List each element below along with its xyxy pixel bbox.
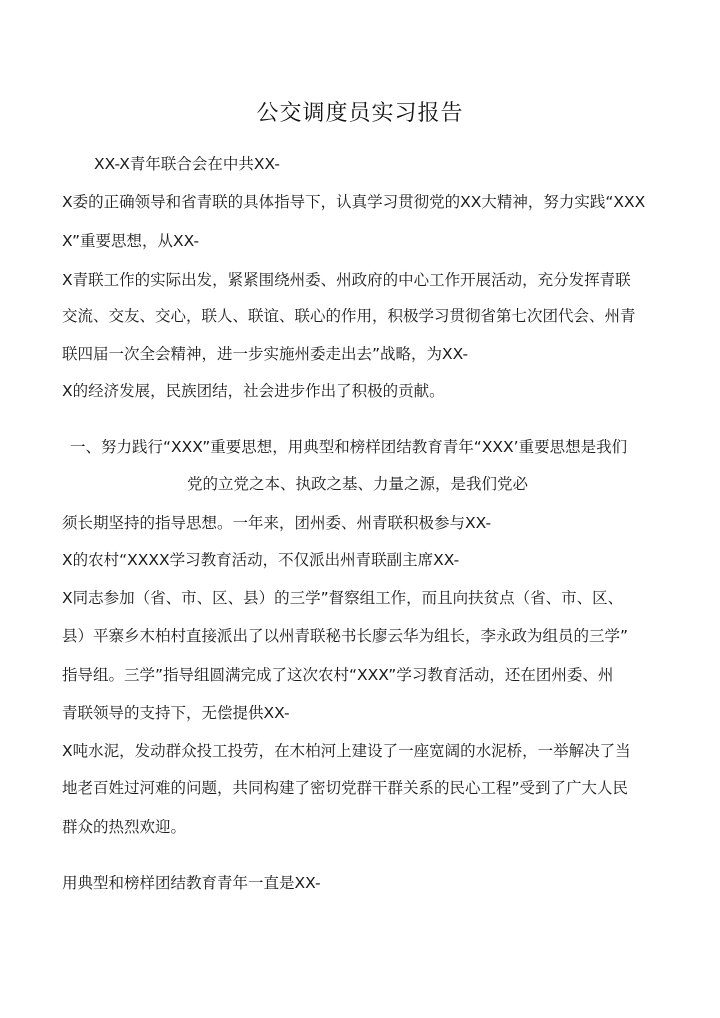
paragraph-line: 须长期坚持的指导思想。一年来，团州委、州青联积极参与XX-	[62, 514, 492, 532]
paragraph-line: X同志参加（省、市、区、县）的三学”督察组工作，而且向扶贫点（省、市、区、	[62, 589, 624, 607]
paragraph-line: X的农村“XXXX学习教育活动，不仅派出州青联副主席XX-	[62, 551, 460, 569]
section-heading-continuation: 党的立党之本、执政之基、力量之源，是我们党必	[187, 475, 529, 493]
paragraph-line: X的经济发展，民族团结，社会进步作出了积极的贡献。	[62, 382, 445, 400]
paragraph-line: X”重要思想，从XX-	[62, 232, 200, 250]
paragraph-line: 地老百姓过河难的问题，共同构建了密切党群干群关系的民心工程”受到了广大人民	[62, 779, 629, 797]
paragraph-line: 青联领导的支持下，无偿提供XX-	[62, 704, 290, 722]
paragraph-line: XX-X青年联合会在中共XX-	[94, 155, 280, 173]
section-heading: 一、努力践行“XXX”重要思想，用典型和榜样团结教育青年“XXX’重要思想是我们	[70, 438, 628, 456]
paragraph-line: 交流、交友、交心，联人、联谊、联心的作用，积极学习贯彻省第七次团代会、州青	[62, 307, 636, 325]
paragraph-line: X委的正确领导和省青联的具体指导下，认真学习贯彻党的XX大精神，努力实践“XXX	[62, 193, 646, 211]
paragraph-line: 群众的热烈欢迎。	[62, 818, 187, 836]
paragraph-line: X青联工作的实际出发，紧紧围绕州委、州政府的中心工作开展活动，充分发挥青联	[62, 271, 631, 289]
paragraph-line: 用典型和榜样团结教育青年一直是XX-	[62, 874, 321, 892]
paragraph-line: 联四届一次全会精神，进一步实施州委走出去”战略，为XX-	[62, 345, 469, 363]
paragraph-line: X吨水泥，发动群众投工投劳，在木柏河上建设了一座宽阔的水泥桥，一举解决了当	[62, 742, 631, 760]
paragraph-line: 指导组。三学”指导组圆满完成了这次农村“XXX”学习教育活动，还在团州委、州	[62, 666, 614, 684]
paragraph-line: 县）平寨乡木柏村直接派出了以州青联秘书长廖云华为组长，李永政为组员的三学”	[62, 627, 629, 645]
document-title: 公交调度员实习报告	[256, 101, 464, 126]
